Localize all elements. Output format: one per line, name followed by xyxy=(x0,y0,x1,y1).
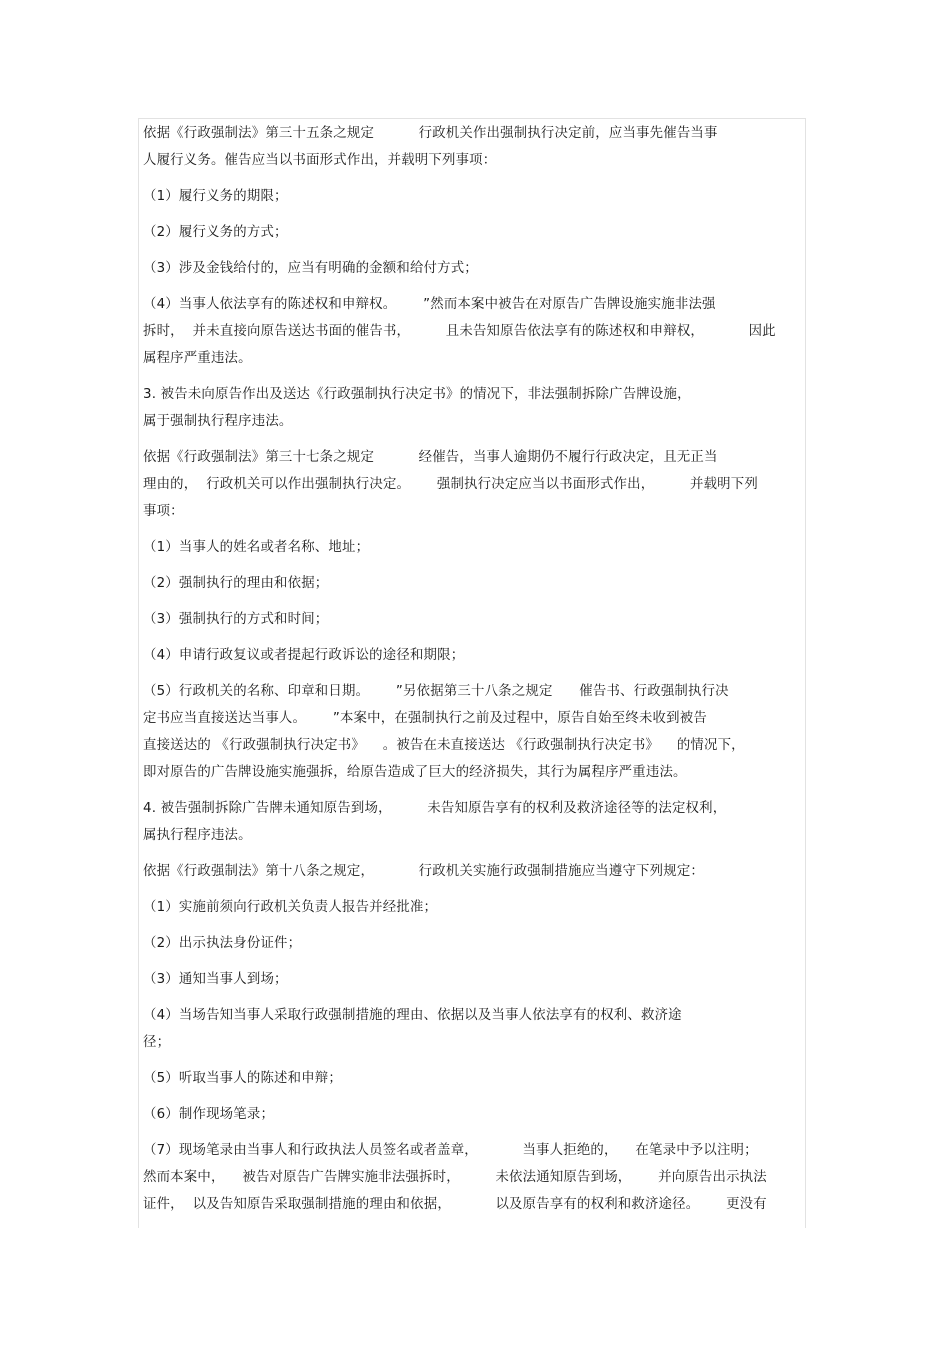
paragraph xyxy=(143,183,803,210)
text-line: 依据《行政强制法》第三十五条之规定 行政机关作出强制执行决定前，应当事先催告当事 xyxy=(143,126,718,141)
text-line: 理由的， 行政机关可以作出强制执行决定。 强制执行决定应当以书面形式作出， 并载明下列 xyxy=(143,477,758,492)
text-line: （3）强制执行的方式和时间； xyxy=(143,612,329,627)
text-line: （5）行政机关的名称、印章和日期。 ”另依据第三十八条之规定 催告书、行政强制执行决 xyxy=(143,684,729,699)
paragraph xyxy=(143,966,803,993)
text-line: 即对原告的广告牌设施实施强拆，给原告造成了巨大的经济损失，其行为属程序严重违法。 xyxy=(143,765,687,780)
text-line: 3. 被告未向原告作出及送达《行政强制执行决定书》的情况下，非法强制拆除广告牌设施， xyxy=(143,387,691,402)
paragraph xyxy=(143,606,803,633)
text-line: 拆时， 并未直接向原告送达书面的催告书， 且未告知原告依法享有的陈述权和申辩权， 因此 xyxy=(143,324,776,339)
text-line: 然而本案中， 被告对原告广告牌实施非法强拆时， 未依法通知原告到场， 并向原告出示执法 xyxy=(143,1170,767,1185)
text-line: 4. 被告强制拆除广告牌未通知原告到场， 未告知原告享有的权利及救济途径等的法定权利， xyxy=(143,801,727,816)
text-line: （3）通知当事人到场； xyxy=(143,972,288,987)
paragraph xyxy=(143,570,803,597)
paragraph xyxy=(143,534,803,561)
text-line: （1）履行义务的期限； xyxy=(143,189,288,204)
text-line: （1）实施前须向行政机关负责人报告并经批准； xyxy=(143,900,438,915)
paragraph xyxy=(143,219,803,246)
text-line: 依据《行政强制法》第十八条之规定， 行政机关实施行政强制措施应当遵守下列规定： xyxy=(143,864,705,879)
paragraph xyxy=(143,255,803,282)
text-line: 依据《行政强制法》第三十七条之规定 经催告，当事人逾期仍不履行行政决定，且无正当 xyxy=(143,450,718,465)
paragraph xyxy=(143,444,803,525)
text-line: （2）强制执行的理由和依据； xyxy=(143,576,329,591)
text-line: （2）出示执法身份证件； xyxy=(143,936,302,951)
text-line: （5）听取当事人的陈述和申辩； xyxy=(143,1071,342,1086)
paragraph xyxy=(143,120,803,174)
paragraph xyxy=(143,291,803,372)
text-line: （4）当事人依法享有的陈述权和申辩权。 ”然而本案中被告在对原告广告牌设施实施非法强 xyxy=(143,297,716,312)
text-line: 定书应当直接送达当事人。 ”本案中，在强制执行之前及过程中，原告自始至终未收到被告 xyxy=(143,711,707,726)
paragraph xyxy=(143,642,803,669)
text-line: （7）现场笔录由当事人和行政执法人员签名或者盖章， 当事人拒绝的， 在笔录中予以注明； xyxy=(143,1143,758,1158)
text-line: 直接送达的 《行政强制执行决定书》 。被告在未直接送达 《行政强制执行决定书》 的情况下， xyxy=(143,738,745,753)
text-line: 属执行程序违法。 xyxy=(143,828,252,843)
text-line: （4）当场告知当事人采取行政强制措施的理由、依据以及当事人依法享有的权利、救济途 xyxy=(143,1008,682,1023)
text-line: 属于强制执行程序违法。 xyxy=(143,414,293,429)
paragraph xyxy=(143,381,803,435)
paragraph xyxy=(143,795,803,849)
text-line: 证件， 以及告知原告采取强制措施的理由和依据， 以及原告享有的权利和救济途径。 更没有 xyxy=(143,1197,767,1212)
text-line: （3）涉及金钱给付的，应当有明确的金额和给付方式； xyxy=(143,261,478,276)
text-line: （6）制作现场笔录； xyxy=(143,1107,275,1122)
text-line: （2）履行义务的方式； xyxy=(143,225,288,240)
paragraph xyxy=(143,1101,803,1128)
paragraph xyxy=(143,678,803,786)
text-line: 径； xyxy=(143,1035,171,1050)
document-body xyxy=(143,120,803,1227)
text-line: 人履行义务。催告应当以书面形式作出，并载明下列事项： xyxy=(143,153,497,168)
text-line: 属程序严重违法。 xyxy=(143,351,252,366)
text-line: 事项： xyxy=(143,504,184,519)
paragraph xyxy=(143,1002,803,1056)
paragraph xyxy=(143,1065,803,1092)
paragraph xyxy=(143,930,803,957)
paragraph xyxy=(143,1137,803,1218)
text-line: （4）申请行政复议或者提起行政诉讼的途径和期限； xyxy=(143,648,465,663)
paragraph xyxy=(143,894,803,921)
paragraph xyxy=(143,858,803,885)
text-line: （1）当事人的姓名或者名称、地址； xyxy=(143,540,370,555)
